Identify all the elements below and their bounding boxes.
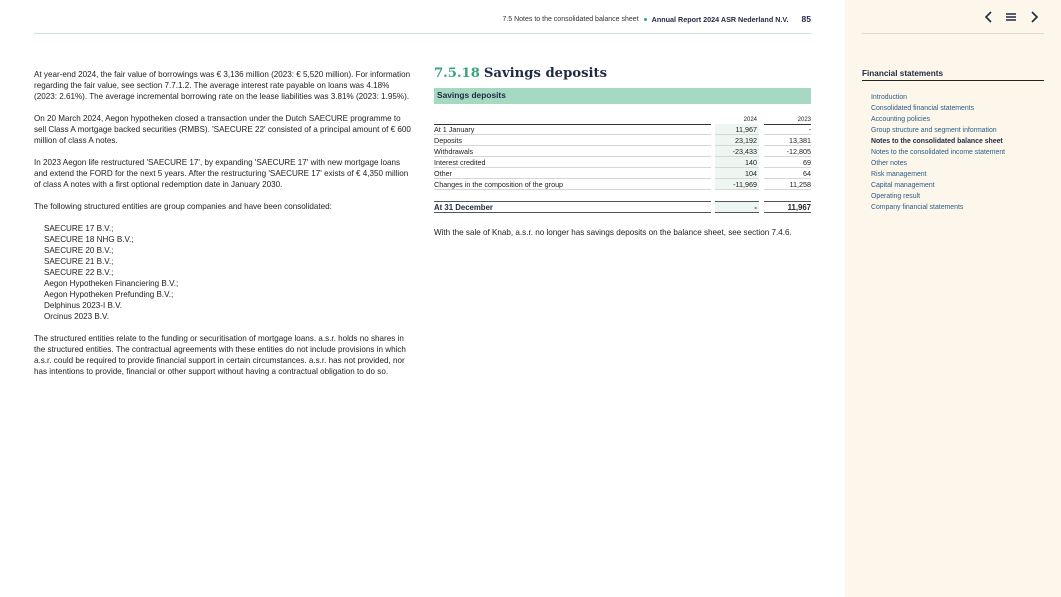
table-row [434, 124, 811, 135]
paragraph-structured-entities: The structured entities relate to the funding or securitisation of mortgage loans. a.s.r. holds no shares in the structured entities. The contractual agreements with these entities do not include provisions in which a.s.r. could be required to provide financial support in certain circumstances. a.s.r. has not provided, nor has intentions to provide, financial or other support without having a contractual obligation to do so. [34, 334, 406, 376]
table-header [434, 110, 811, 124]
menu-button[interactable] [1003, 9, 1019, 25]
total-label: At 31 December [434, 201, 711, 213]
table-row [434, 146, 811, 157]
sidebar-item-introduction[interactable]: Introduction [871, 94, 908, 101]
column-header-2023: 2023 [797, 117, 811, 123]
cell-2023: 11,258 [764, 179, 811, 190]
cell-2024: -23,433 [715, 146, 759, 157]
list-item: SAECURE 18 NHG B.V.; [44, 235, 134, 244]
knab-sale-note: With the sale of Knab, a.s.r. no longer has savings deposits on the balance sheet, see section 7.4.6. [434, 228, 792, 237]
right-column [434, 66, 811, 238]
list-item: Aegon Hypotheken Financiering B.V.; [44, 279, 179, 288]
sidebar-divider [862, 33, 1044, 34]
navigation-sidebar [845, 0, 1061, 597]
table-title: Savings deposits [434, 88, 811, 104]
table-row [434, 179, 811, 190]
structured-entities-list [44, 223, 412, 322]
row-label: Changes in the composition of the group [434, 179, 711, 190]
paragraph-entities-intro: The following structured entities are group companies and have been consolidated: [34, 202, 332, 211]
table-row [434, 135, 811, 146]
header-info [502, 14, 811, 24]
next-page-button[interactable] [1026, 9, 1042, 25]
row-label: At 1 January [434, 124, 711, 135]
row-label: Withdrawals [434, 146, 711, 157]
section-title: Savings deposits [483, 66, 608, 81]
sidebar-item-operating-result[interactable]: Operating result [871, 193, 921, 200]
sidebar-item-risk-management[interactable]: Risk management [871, 171, 927, 178]
cell-2024: 140 [715, 157, 759, 168]
list-item: SAECURE 17 B.V.; [44, 224, 114, 233]
paragraph-saecure-22: On 20 March 2024, Aegon hypotheken closed a transaction under the Dutch SAECURE programme to sell Class A mortgage backed securities (RMBS). 'SAECURE 22' consisted of a principal amount of € 600 million of class A notes. [34, 114, 411, 145]
row-label: Deposits [434, 135, 711, 146]
cell-2023: 64 [764, 168, 811, 179]
chevron-right-icon [1026, 9, 1042, 25]
column-header-2024: 2024 [743, 117, 757, 123]
savings-deposits-table [434, 110, 811, 213]
sidebar-item-other-notes[interactable]: Other notes [871, 160, 908, 167]
cell-2023: -12,805 [764, 146, 811, 157]
cell-2023: 13,381 [764, 135, 811, 146]
list-item: SAECURE 21 B.V.; [44, 257, 114, 266]
total-2024: - [715, 201, 759, 213]
header-report-title: Annual Report 2024 ASR Nederland N.V. [651, 14, 789, 24]
chevron-left-icon [981, 9, 997, 25]
sidebar-item-consolidated-financial-statements[interactable]: Consolidated financial statements [871, 105, 975, 112]
list-item: Delphinus 2023-I B.V. [44, 301, 122, 310]
sidebar-item-notes-balance-sheet[interactable]: Notes to the consolidated balance sheet [871, 138, 1003, 145]
section-heading [434, 66, 811, 82]
list-item: Aegon Hypotheken Prefunding B.V.; [44, 290, 174, 299]
list-item: SAECURE 20 B.V.; [44, 246, 114, 255]
cell-2023: 69 [764, 157, 811, 168]
header-section-title: 7.5 Notes to the consolidated balance sheet [502, 15, 639, 23]
sidebar-item-group-structure[interactable]: Group structure and segment information [871, 127, 997, 134]
sidebar-item-company-financial-statements[interactable]: Company financial statements [871, 204, 964, 211]
cell-2024: 11,967 [715, 124, 759, 135]
sidebar-item-accounting-policies[interactable]: Accounting policies [871, 116, 930, 123]
cell-2024: -11,969 [715, 179, 759, 190]
table-row [434, 168, 811, 179]
cell-2024: 104 [715, 168, 759, 179]
page-number: 85 [801, 14, 811, 24]
table-spacer [434, 190, 811, 201]
sidebar-item-capital-management[interactable]: Capital management [871, 182, 935, 189]
page-header [34, 12, 811, 34]
left-column [34, 69, 412, 388]
cell-2024: 23,192 [715, 135, 759, 146]
menu-icon [1003, 9, 1019, 25]
row-label: Interest credited [434, 157, 711, 168]
table-total-row [434, 201, 811, 213]
header-separator-dot [644, 18, 647, 21]
paragraph-saecure-17: In 2023 Aegon life restructured 'SAECURE 17', by expanding 'SAECURE 17' with new mortgage loans and extend the FORD for the next 5 years. After the restructuring 'SAECURE 17' exists of € 4,350 million of class A notes with a first optional redemption date in January 2030. [34, 158, 409, 189]
paragraph-borrowings: At year-end 2024, the fair value of borrowings was € 3,136 million (2023: € 5,520 million). For information regarding the fair value, see section 7.7.1.2. The average interest rate payable on loans was 4.18% (2023: 2.61%). The average incremental borrowing rate on the lease liabilities was 3.81% (2023: 1.95%). [34, 70, 411, 101]
section-number: 7.5.18 [434, 66, 480, 81]
table-row [434, 157, 811, 168]
sidebar-title: Financial statements [862, 69, 1044, 81]
list-item: Orcinus 2023 B.V. [44, 312, 109, 321]
list-item: SAECURE 22 B.V.; [44, 268, 114, 277]
sidebar-nav-list [871, 92, 1005, 213]
cell-2023: - [764, 124, 811, 135]
sidebar-item-notes-income-statement[interactable]: Notes to the consolidated income statement [871, 149, 1006, 156]
total-2023: 11,967 [764, 201, 811, 213]
row-label: Other [434, 168, 711, 179]
previous-page-button[interactable] [981, 9, 997, 25]
